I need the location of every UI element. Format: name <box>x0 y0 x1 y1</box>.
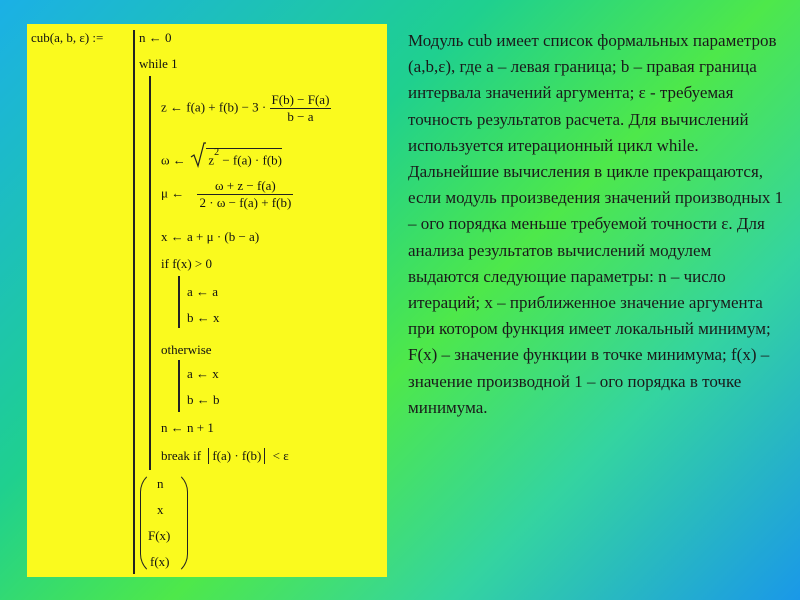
z-denominator: b − a <box>287 109 314 124</box>
function-header: cub(a, b, ε) := <box>31 30 104 45</box>
otherwise-bar <box>178 360 180 412</box>
line-a-a: a ← a <box>187 284 219 299</box>
line-b-b: b ← b <box>187 392 220 407</box>
omega-exponent: 2 <box>214 147 220 158</box>
line-z <box>161 92 331 125</box>
if-bar <box>178 276 180 328</box>
return-x: x <box>157 502 164 517</box>
line-omega <box>161 148 282 168</box>
omega-radicand: z <box>208 152 215 168</box>
while-bar <box>149 76 151 470</box>
line-x-assign: x ← a + μ · (b − a) <box>161 229 260 244</box>
program-bar <box>133 30 135 574</box>
z-fraction <box>270 92 332 125</box>
omega-lhs: ω ← <box>161 152 186 168</box>
line-b-x: b ← x <box>187 310 220 325</box>
sqrt-symbol <box>190 142 206 168</box>
mu-lhs: μ ← <box>161 185 185 201</box>
line-n-inc: n ← n + 1 <box>161 420 214 435</box>
line-while: while 1 <box>139 56 178 71</box>
break-rest: < ε <box>272 448 289 463</box>
mu-denominator: 2 · ω − f(a) + f(b) <box>199 195 292 210</box>
mu-fraction <box>197 178 293 211</box>
line-a-x: a ← x <box>187 366 219 381</box>
line-break <box>161 448 289 464</box>
return-fx: f(x) <box>150 554 170 569</box>
return-Fx: F(x) <box>148 528 171 543</box>
line-n-init: n ← 0 <box>139 30 172 45</box>
line-otherwise: otherwise <box>161 342 212 357</box>
z-lhs: z ← f(a) + f(b) − 3 · <box>161 99 267 115</box>
line-mu <box>161 178 293 211</box>
break-keyword: break if <box>161 448 202 463</box>
return-n: n <box>157 476 164 491</box>
z-numerator: F(b) − F(a) <box>271 92 330 107</box>
mu-numerator: ω + z − f(a) <box>197 178 293 195</box>
mathcad-code-panel <box>27 24 387 577</box>
description-text: Модуль cub имеет список формальных параметров (a,b,ε), где a – левая граница; b – правая граница интервала значений аргумента; ε - требуемая точность результатов расчета. Для вычислений используется итерационный цикл while. Дальнейшие вычисления в цикле прекращаются, если модуль произведения значений производных 1 – ого порядка меньше требуемой точности ε. Для анализа результатов вычислений модулем выдаются следующие параметры: n – число итераций; x – приближенное значение аргумента при котором функция имеет локальный минимум; F(x) – значение функции в точке минимума; f(x) – значение производной 1 – ого порядка в точке минимума. <box>408 31 784 417</box>
omega-rest: − f(a) · f(b) <box>219 152 282 168</box>
abs-value: f(a) · f(b) <box>208 448 265 464</box>
line-if: if f(x) > 0 <box>161 256 213 271</box>
